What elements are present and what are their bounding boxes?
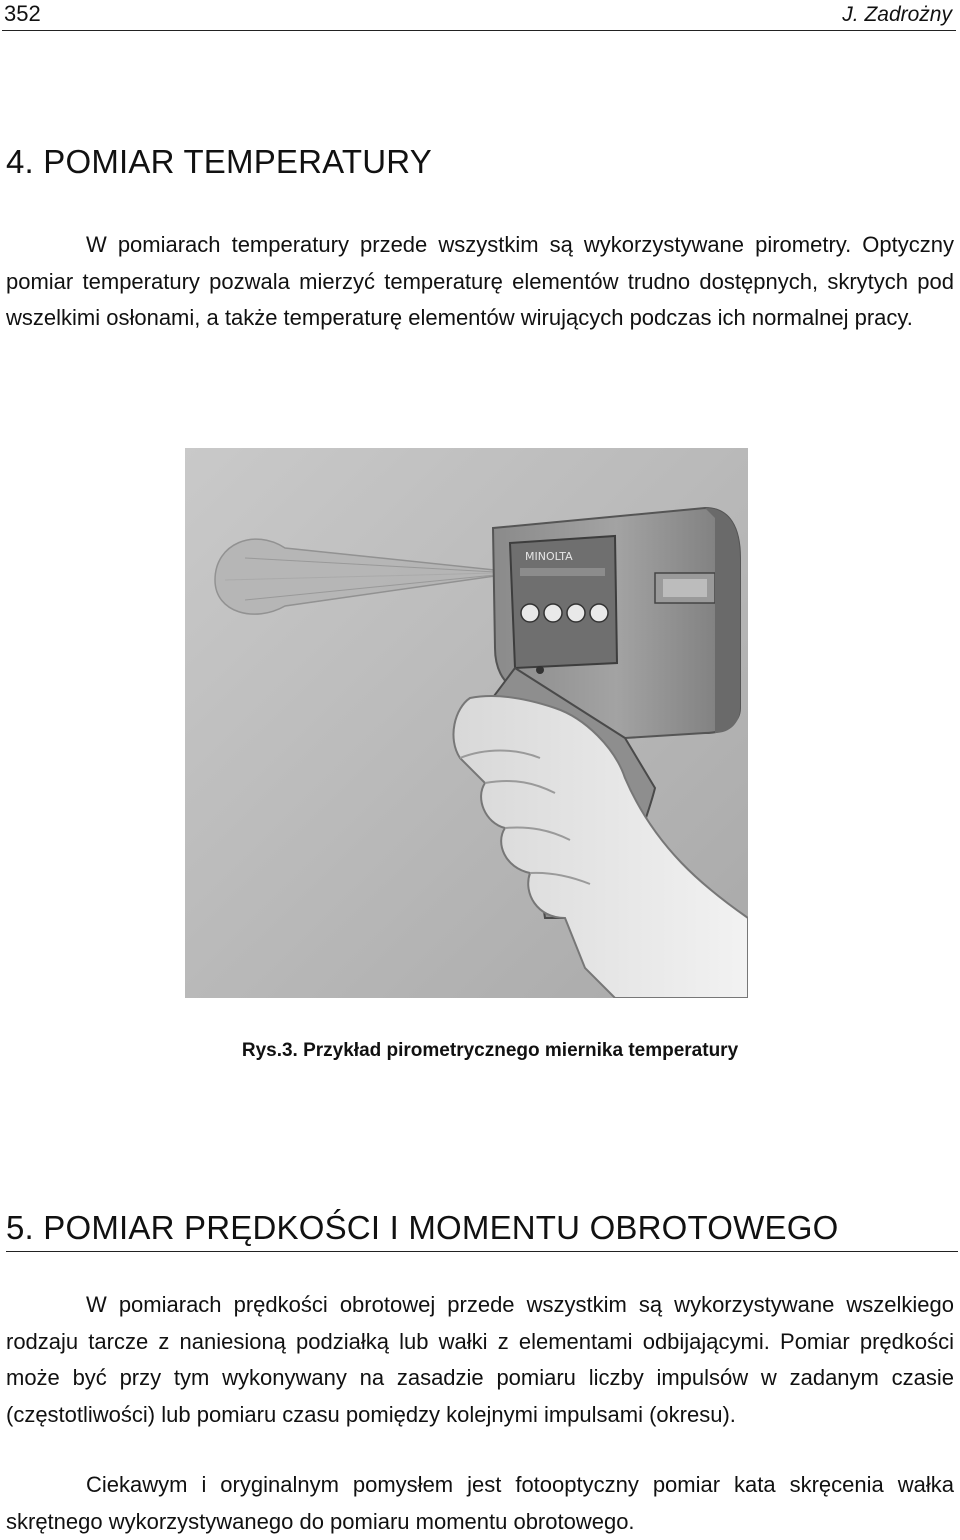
figure-caption: Rys.3. Przykład pirometrycznego miernika temperatury bbox=[241, 1040, 739, 1061]
paragraph-rotational-speed-2: Ciekawym i oryginalnym pomysłem jest fotooptyczny pomiar kata skręcenia wałka skrętnego wykorzystywanego do pomiaru momentu obrotowego. bbox=[6, 1472, 954, 1534]
page-number: 352 bbox=[4, 1, 41, 26]
pyrometer-illustration bbox=[185, 448, 748, 998]
running-author: J. Zadrożny bbox=[842, 3, 952, 26]
paragraph-temperature: W pomiarach temperatury przede wszystkim są wykorzystywane pirometry. Optyczny pomiar temperatury pozwala mierzyć temperaturę elementów trudno dostępnych, skrytych pod wszelkimi osłonami, a także temperaturę elementów wirujących podczas ich normalnej pracy. bbox=[6, 232, 954, 330]
section-title-temperature: 4. POMIAR TEMPERATURY bbox=[6, 143, 432, 180]
section-title-rotational-speed: 5. POMIAR PRĘDKOŚCI I MOMENTU OBROTOWEGO bbox=[6, 1209, 958, 1252]
figure-pyrometer-photo bbox=[185, 448, 748, 998]
device-brand-text: MINOLTA bbox=[525, 550, 573, 563]
running-header bbox=[2, 0, 956, 31]
paragraph-rotational-speed-1: W pomiarach prędkości obrotowej przede wszystkim są wykorzystywane wszelkiego rodzaju tarcze z naniesioną podziałką lub wałki z elementami odbijającymi. Pomiar prędkości może być przy tym wykonywany na zasadzie pomiaru liczby impulsów w zadanym czasie (częstotliwości) lub pomiaru czasu pomiędzy kolejnymi impulsami (okresu). bbox=[6, 1292, 954, 1427]
